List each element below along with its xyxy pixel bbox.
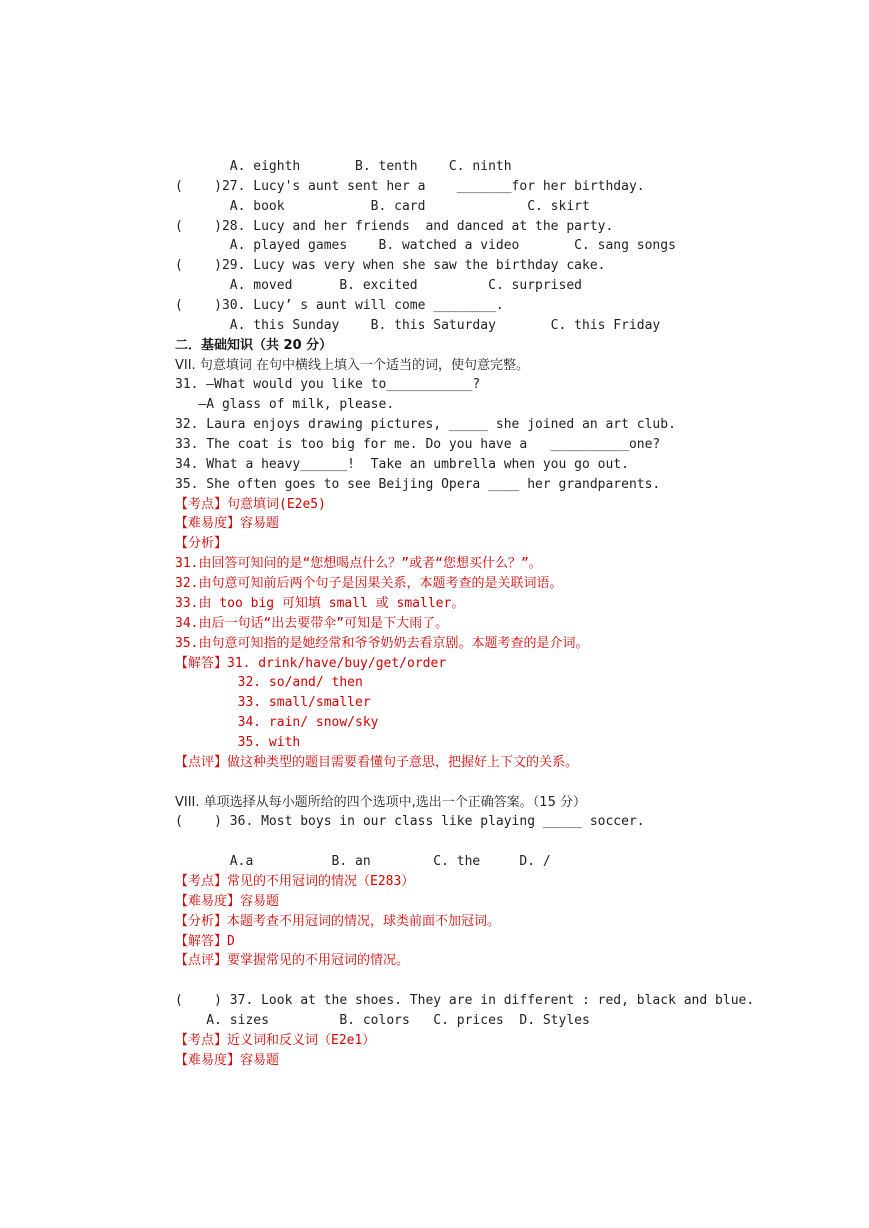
document-line: 32. Laura enjoys drawing pictures, _____ she joined an art club. — [175, 417, 676, 433]
document-line: ( ) 37. Look at the shoes. They are in different : red, black and blue. — [175, 993, 755, 1009]
document-line: A. eighth B. tenth C. ninth — [175, 159, 512, 174]
document-line: 【难易度】容易题 — [175, 516, 280, 532]
document-line: A. sizes B. colors C. prices D. Styles — [175, 1012, 590, 1028]
document-line: 33.由 too big 可知填 small 或 smaller。 — [175, 595, 465, 611]
document-line: 【解答】31. drink/have/buy/get/order — [175, 655, 447, 671]
document-line: ( )28. Lucy and her friends and danced at the party. — [175, 218, 614, 234]
document-line: A. book B. card C. skirt — [175, 198, 590, 214]
document-line: A. this Sunday B. this Saturday C. this Friday — [175, 317, 661, 333]
document-line: 二．基础知识（共 20 分） — [175, 337, 333, 353]
document-line: 【难易度】容易题 — [175, 893, 280, 909]
document-line: VIII. 单项选择从每小题所给的四个选项中,选出一个正确答案。（15 分） — [175, 794, 586, 810]
document-line: 31.由回答可知问的是“您想喝点什么？”或者“您想买什么？”。 — [175, 556, 542, 572]
document-line: 32. so/and/ then — [175, 675, 363, 691]
document-line: 【考点】常见的不用冠词的情况（E283） — [175, 873, 415, 889]
document-line: 【考点】近义词和反义词（E2e1） — [175, 1032, 376, 1048]
document-line: 【分析】本题考查不用冠词的情况，球类前面不加冠词。 — [175, 913, 501, 929]
document-line: 35. with — [175, 734, 301, 750]
document-line: 【点评】做这种类型的题目需要看懂句子意思，把握好上下文的关系。 — [175, 754, 579, 770]
document-line: 34. What a heavy______! Take an umbrella when you go out. — [175, 456, 629, 472]
document-line: 35.由句意可知指的是她经常和爷爷奶奶去看京剧。本题考查的是介词。 — [175, 635, 589, 651]
document-line: A. moved B. excited C. surprised — [175, 278, 582, 294]
document-line: 31. —What would you like to___________? — [175, 377, 481, 393]
document-line: VII. 句意填词 在句中横线上填入一个适当的词，使句意完整。 — [175, 357, 529, 373]
document-line: 【难易度】容易题 — [175, 1052, 280, 1068]
document-line: ( )29. Lucy was very when she saw the birthday cake. — [175, 258, 606, 274]
document-line: 32.由句意可知前后两个句子是因果关系，本题考查的是关联词语。 — [175, 576, 563, 592]
document-line: ( )27. Lucy's aunt sent her a _______for her birthday. — [175, 178, 645, 194]
document-line: —A glass of milk, please. — [175, 397, 395, 413]
document-line: 【点评】要掌握常见的不用冠词的情况。 — [175, 953, 410, 969]
document-line: 35. She often goes to see Beijing Opera ____ her grandparents. — [175, 476, 661, 492]
document-line: 33. The coat is too big for me. Do you have a __________one? — [175, 437, 661, 453]
document-line: 【考点】句意填词(E2e5) — [175, 496, 326, 512]
document-line: 33. small/smaller — [175, 695, 371, 711]
document-line: 【解答】D — [175, 933, 235, 949]
document-line: 【分析】 — [175, 536, 228, 552]
document-line: ( ) 36. Most boys in our class like playing _____ soccer. — [175, 814, 645, 830]
document-line: 34.由后一句话“出去要带伞”可知是下大雨了。 — [175, 615, 449, 631]
document-line: A. played games B. watched a video C. sang songs — [175, 238, 676, 254]
document-line: 34. rain/ snow/sky — [175, 715, 379, 731]
document-line: A.a B. an C. the D. / — [175, 854, 551, 870]
document-line: ( )30. Lucy’ s aunt will come ________. — [175, 298, 504, 314]
